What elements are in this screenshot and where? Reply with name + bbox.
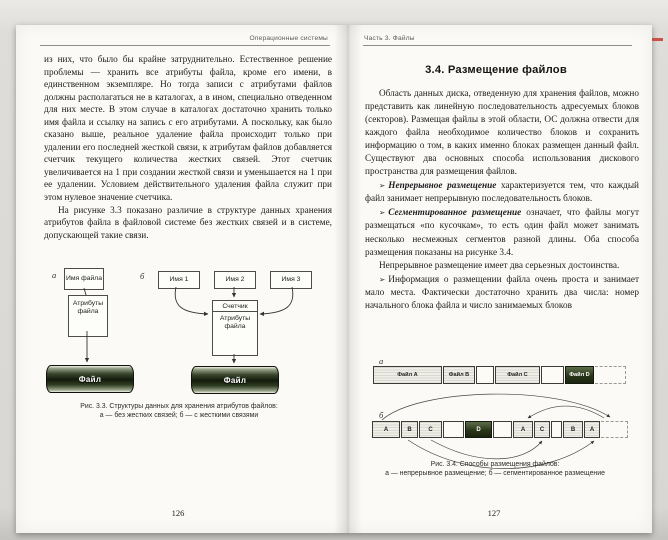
- fig34-label-a: а: [379, 356, 384, 366]
- fig33-label-a: а: [52, 270, 57, 280]
- fig33-file-label-b: Файл: [223, 375, 247, 385]
- running-header-left: Операционные системы: [249, 35, 328, 42]
- fig34-label-b: б: [379, 410, 384, 420]
- fig34b-block: C: [419, 421, 442, 438]
- fig34-caption-line2: а — непрерывное размещение; б — сегментированное размещение: [385, 470, 605, 478]
- fig33-caption-line1: Рис. 3.3. Структуры данных для хранения атрибутов файлов:: [80, 403, 278, 410]
- bullet-rest: Информация о размещении файла очень проста и занимает мало места. Фактически достаточно хранить два числа: номер начального блока файла и число занимаемых блоков: [365, 274, 639, 311]
- bullet-rest: означает, что файлы могут размещаться «по кусочкам», то есть один файл может занимать несколько несмежных сегментов разной длины. Оба способа размещения показаны на рисунке 3.4.: [365, 208, 639, 258]
- left-body-text: [44, 54, 332, 242]
- fig34b-block: B: [401, 421, 418, 438]
- fig34b-block: D: [465, 421, 492, 438]
- fig33-box-filename: Имя файла: [64, 268, 104, 290]
- fig34-caption: [348, 460, 642, 479]
- fig34-caption-line1: Рис. 3.4. Способы размещения файлов:: [430, 461, 560, 468]
- header-rule-left: [40, 45, 330, 46]
- bullet-arrow-icon: ➢: [379, 274, 386, 284]
- page-number-left: 126: [171, 508, 185, 518]
- page-number-right: 127: [487, 508, 501, 518]
- paragraph: На рисунке 3.3 показано различие в структуре данных хранения атрибутов файла в файловой системе без жестких связей и в системе, допускающей такие связи.: [44, 205, 332, 241]
- fig34a-block-file-d: Файл D: [565, 366, 594, 384]
- fig33-file-label-a: Файл: [78, 374, 102, 384]
- bullet-arrow-icon: ➢: [379, 208, 386, 218]
- fig33-box-name1: Имя 1: [158, 271, 200, 289]
- fig33-box-name3: Имя 3: [270, 271, 312, 289]
- paragraph: Непрерывное размещение имеет два серьезных достоинства.: [379, 260, 620, 271]
- header-rule-right: [363, 45, 632, 46]
- running-header-right: Часть 3. Файлы: [364, 35, 415, 42]
- bullet-paragraph: [365, 206, 639, 259]
- red-edge-mark: [652, 38, 663, 41]
- fig33-attributes-label-b: Атрибуты файла: [219, 315, 251, 330]
- fig33-box-name2: Имя 2: [214, 271, 256, 289]
- fig33-caption-line2: а — без жестких связей; б — с жесткими связями: [99, 412, 259, 420]
- bullet-paragraph: [365, 179, 639, 206]
- page-right: [348, 26, 650, 532]
- bullet-lead: Сегментированное размещение: [388, 208, 522, 219]
- paragraph: из них, что было бы крайне затруднительно. Естественное решение проблемы — хранить все атрибуты файла, кроме его имени, в единственном экземпляре. Но тогда записи с атрибутами файлов должны располагаться не в каталогах, а в ином, специально отведенном для них месте. В этом случае в каталогах достаточно хранить только имя файла и ссылку на запись с его атрибутами. А поскольку, как было сказано выше, реальное удаление файла происходит только при удалении его последней жесткой связи, к атрибутам файлов добавляется счетчик текущего количества жестких связей. Этот счетчик увеличивается на 1 при создании жесткой связи и уменьшается на 1 при ее удалении. Условием действительного удаления файла служит при этом нулевое значение счетчика.: [44, 55, 332, 204]
- fig34b-block: A: [372, 421, 400, 438]
- fig34b-block: A: [513, 421, 533, 438]
- fig34b-block: A: [584, 421, 600, 438]
- fig33-caption: [18, 402, 340, 421]
- section-title: 3.4. Размещение файлов: [425, 64, 567, 76]
- fig34a-block-file-b: Файл B: [443, 366, 475, 384]
- fig34a-block-file-a: Файл A: [373, 366, 442, 384]
- fig34a-block-file-c: Файл C: [495, 366, 540, 384]
- paragraph: Область данных диска, отведенную для хранения файлов, можно представить как линейную последовательность адресуемых блоков (секторов). Размещая файлы в этой области, ОС должна отвести для каждого файла необходимое количество блоков и сохранить информацию о том, в каких именно блоках размещен данный файл. Существуют два основных способа использования дискового пространства для размещения файлов.: [365, 89, 639, 178]
- fig33-box-attributes-a: Атрибуты файла: [68, 295, 108, 337]
- page-left: [18, 26, 348, 532]
- fig34b-block: C: [534, 421, 550, 438]
- right-body-text: [365, 88, 639, 313]
- bullet-rest: характеризуется тем, что каждый файл занимает непрерывную последовательность блоков.: [365, 181, 639, 205]
- bullet-arrow-icon: ➢: [379, 181, 386, 191]
- bullet-lead: Непрерывное размещение: [388, 181, 497, 192]
- fig34b-block: B: [563, 421, 583, 438]
- bullet-paragraph: [365, 273, 639, 313]
- fig33-counter-label: Счетчик: [213, 301, 257, 312]
- fig33-label-b: б: [140, 271, 145, 281]
